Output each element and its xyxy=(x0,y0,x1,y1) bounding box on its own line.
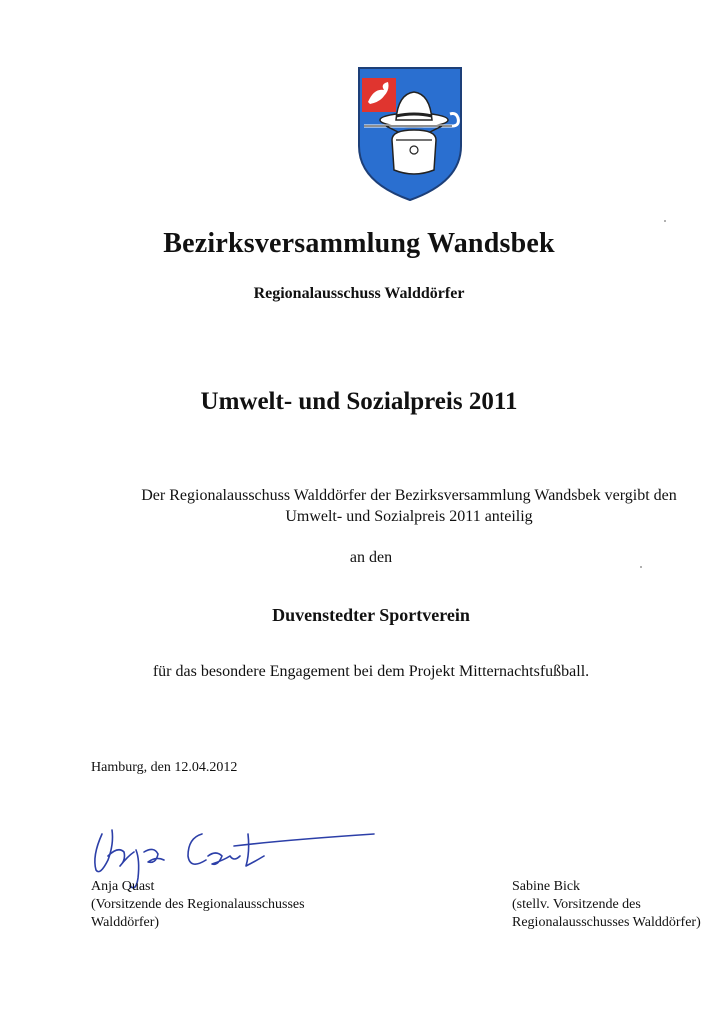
signer-left-name: Anja Quast xyxy=(91,879,155,894)
signer-right-role-1: (stellv. Vorsitzende des xyxy=(512,897,641,912)
signer-right-role-2: Regionalausschusses Walddörfer) xyxy=(512,915,701,930)
award-title: Umwelt- und Sozialpreis 2011 xyxy=(200,388,518,415)
place-date: Hamburg, den 12.04.2012 xyxy=(91,760,238,775)
statement-line-1: Der Regionalausschuss Walddörfer der Bezirksversammlung Wandsbek vergibt den xyxy=(141,487,677,504)
statement-line-2: Umwelt- und Sozialpreis 2011 anteilig xyxy=(285,508,533,525)
signer-right xyxy=(512,878,701,932)
recipient-name: Duvenstedter Sportverein xyxy=(272,605,470,625)
signer-right-name: Sabine Bick xyxy=(512,879,581,894)
wandsbek-coat-of-arms-icon xyxy=(356,66,464,202)
signer-left-role-2: Walddörfer) xyxy=(91,915,160,930)
signer-left-role-1: (Vorsitzende des Regionalausschusses xyxy=(91,897,305,912)
scan-speck xyxy=(640,566,642,568)
award-statement xyxy=(100,485,718,527)
committee-subtitle: Regionalausschuss Walddörfer xyxy=(253,285,465,302)
recipient-intro: an den xyxy=(349,549,393,566)
award-reason: für das besondere Engagement bei dem Projekt Mitternachtsfußball. xyxy=(152,663,590,680)
scan-speck xyxy=(664,220,666,222)
assembly-title: Bezirksversammlung Wandsbek xyxy=(163,228,555,259)
signer-left xyxy=(91,878,305,932)
